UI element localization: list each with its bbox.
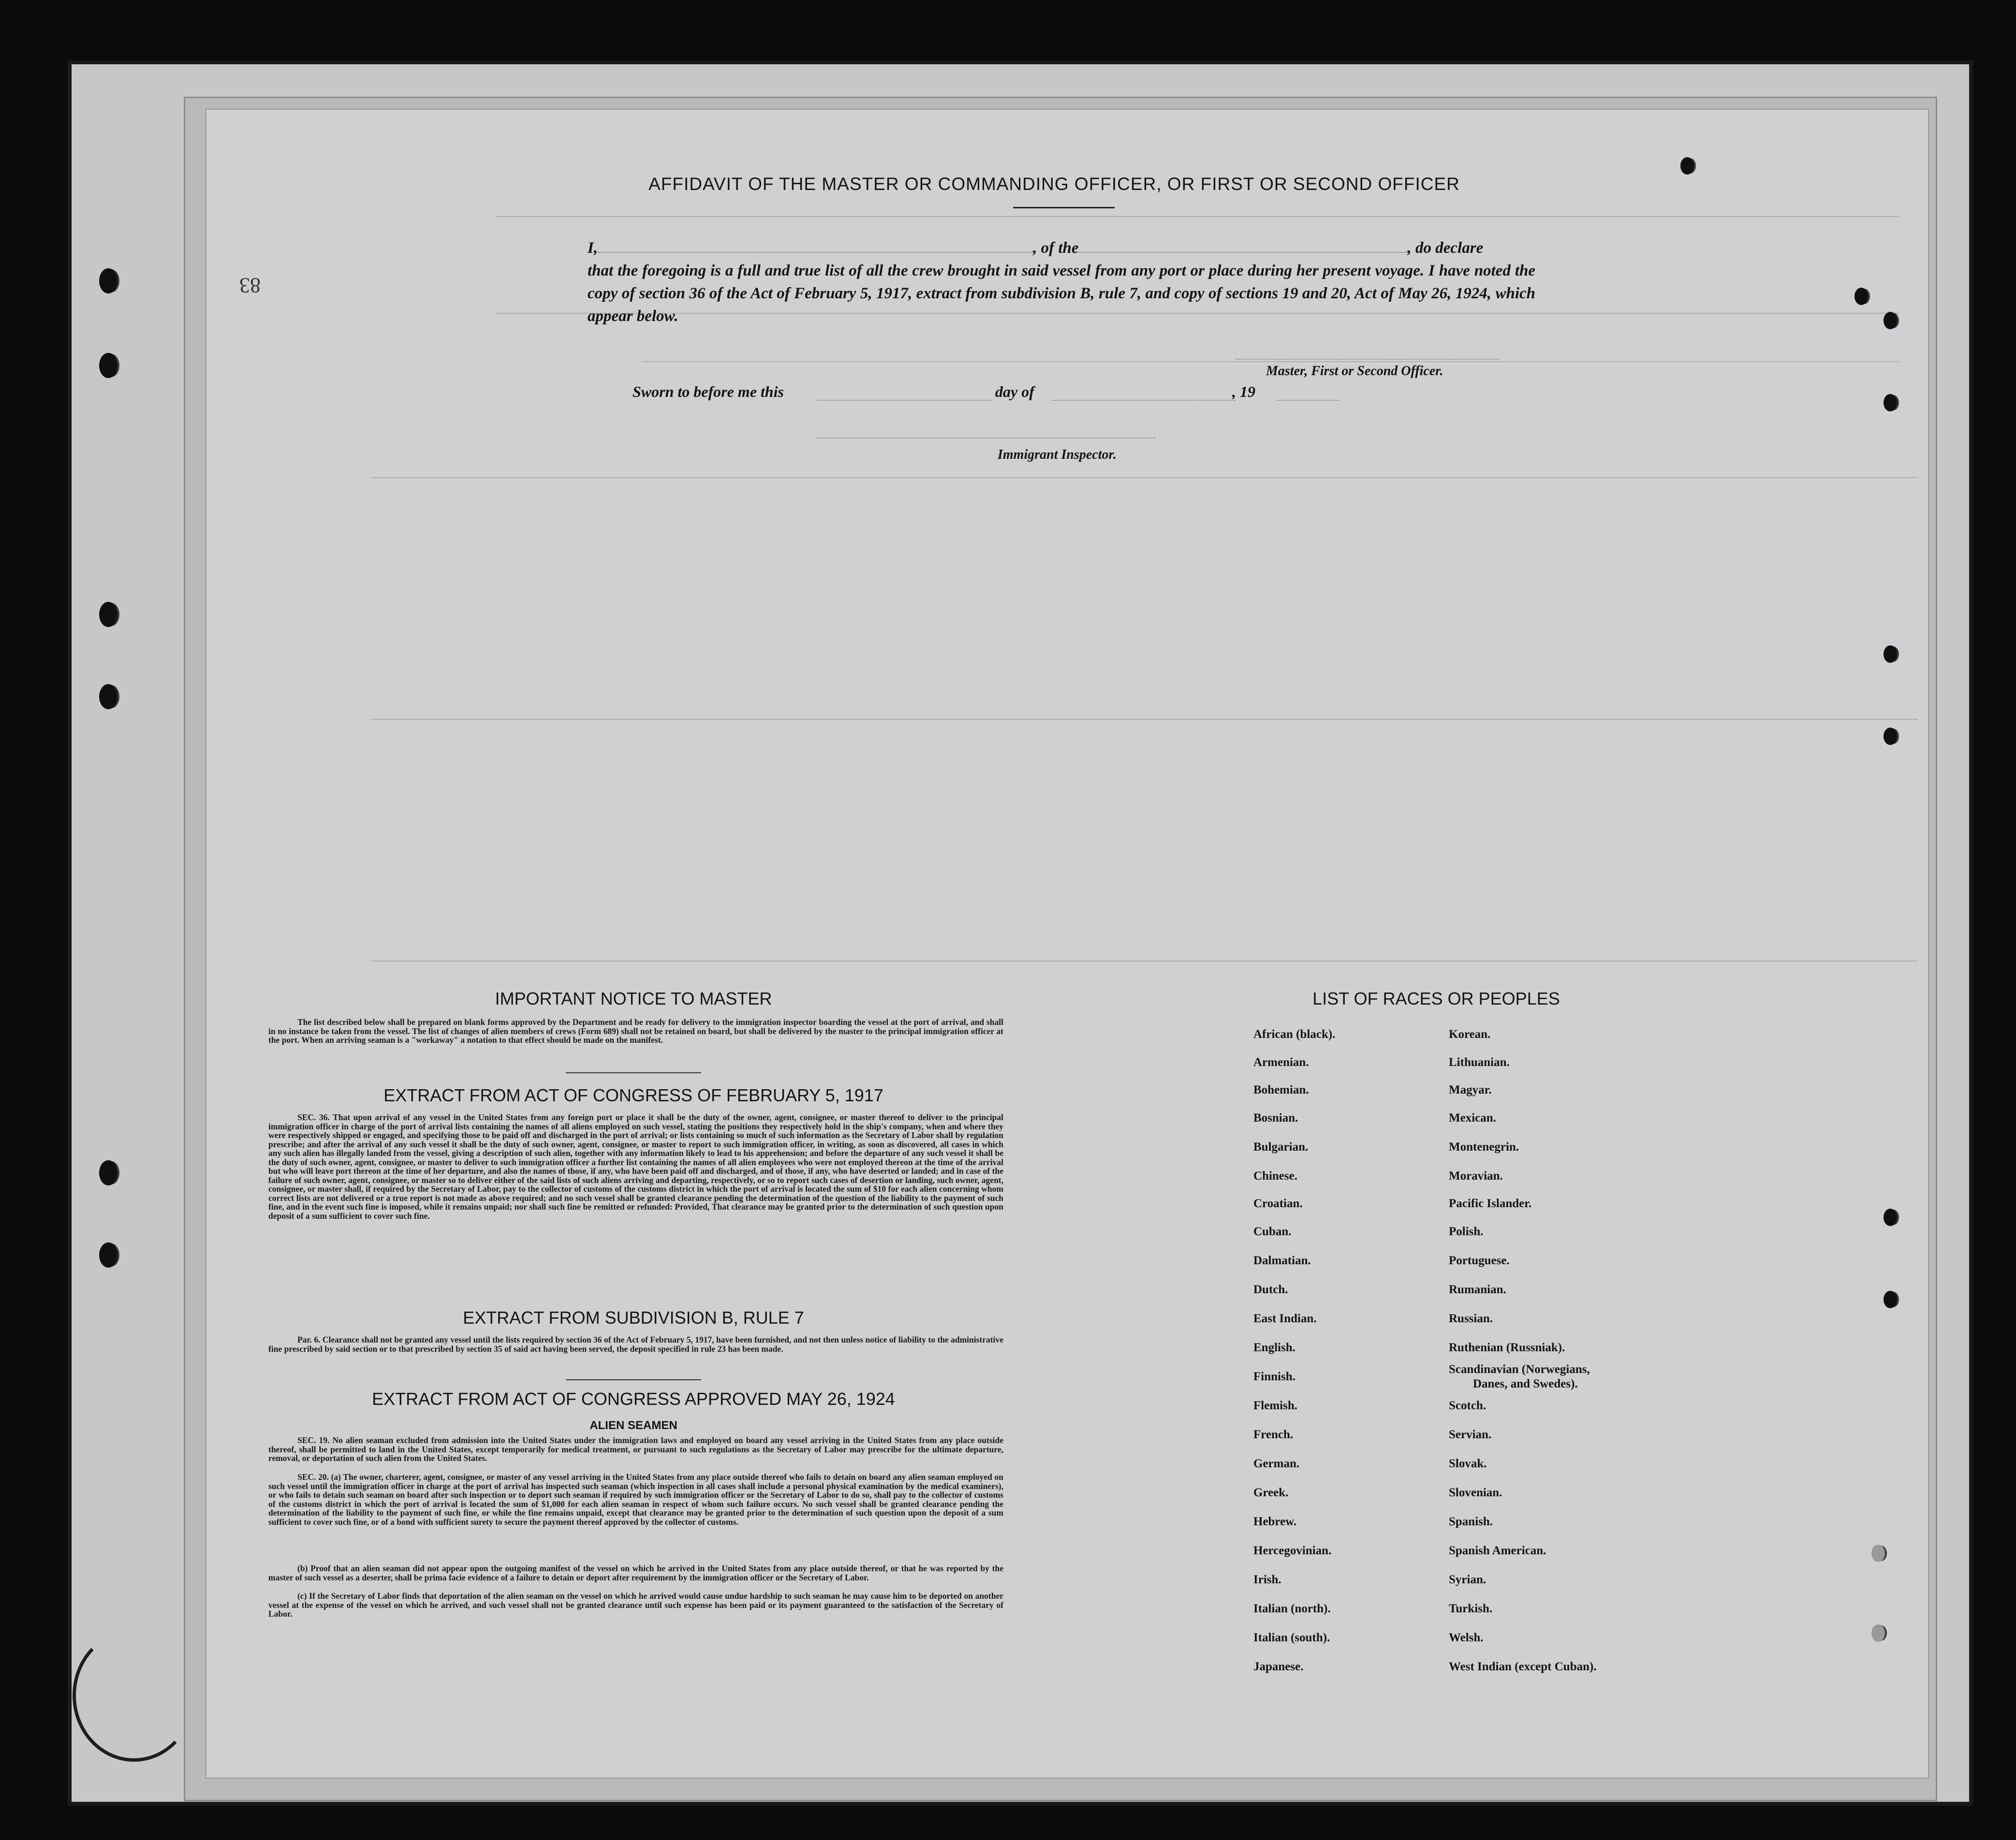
race-item: Hercegovinian. [1253,1544,1332,1557]
bleed-through-line [642,361,1899,362]
race-item: German. [1253,1457,1300,1470]
race-item: Bulgarian. [1253,1140,1309,1154]
affidavit-first-line [588,237,1535,260]
race-item: Cuban. [1253,1225,1292,1238]
race-item: Polish. [1449,1225,1484,1238]
race-item: Dutch. [1253,1283,1288,1296]
punch-hole [1884,728,1897,745]
affidavit-text [588,237,1535,328]
race-item: Syrian. [1449,1573,1486,1586]
sec20a-text: SEC. 20. (a) The owner, charterer, agent, consignee, or master of any vessel arriving in the United States from any place outside thereof who fails to detain on board any alien seaman employed on such vessel until the immigration officer in charge at the port of arrival has inspected such seaman (which inspection in all cases shall include a personal physical examination by the medical examiners), or who fails to detain such seaman on board after such inspection or to deport such seaman if required by such immigration officer or the Secretary of Labor to do so, shall pay to the collector of customs of the customs district in which the port of arrival is located the sum of $1,000 for each alien seaman in respect of whom such failure occurs. No such vessel shall be granted clearance pending the determination of the liability to the payment of such fine, or while the fine remains unpaid, except that clearance may be granted prior to the determination of such question upon the deposit of a sum sufficient to cover such fine, or of a bond with sufficient surety to secure the payment thereof approved by the collector of customs. [268,1472,1003,1527]
race-item: Finnish. [1253,1370,1295,1383]
race-item: Mexican. [1449,1111,1496,1124]
race-item: English. [1253,1341,1295,1354]
race-item: French. [1253,1428,1294,1441]
punch-hole [1884,394,1897,411]
race-item: West Indian (except Cuban). [1449,1660,1597,1673]
punch-hole [1884,1209,1897,1226]
name-blank[interactable] [598,252,1033,253]
race-item: African (black). [1253,1028,1336,1041]
affidavit-i: I, [588,239,598,257]
punch-hole [1680,157,1694,175]
sworn-year-label: , 19 [1232,383,1255,400]
race-item: Dalmatian. [1253,1254,1311,1267]
race-item: Montenegrin. [1449,1140,1519,1154]
bleed-through-line [371,961,1918,962]
affidavit-body: that the foregoing is a full and true list of all the crew brought in said vessel from any port or place during her present voyage. I have noted the copy of section 36 of the Act of February 5, 1917, extract from subdivision B, rule 7, and copy of sections 19 and 20, Act of May 26, 1924, which appear below. [588,262,1535,325]
punch-hole [99,1242,118,1268]
race-item: Magyar. [1449,1083,1492,1096]
sec19-text: SEC. 19. No alien seaman excluded from admission into the United States under the immigration laws and employed on board any vessel arriving in the United States from any place outside thereof, shall be permitted to land in the United States, except temporarily for medical treatment, or pursuant to such regulations as the Secretary of Labor may prescribe for the ultimate departure, removal, or deportation of such alien from the United States. [268,1435,1003,1463]
extract-1917-title: EXTRACT FROM ACT OF CONGRESS OF FEBRUARY 5, 1917 [383,1085,883,1105]
races-title: LIST OF RACES OR PEOPLES [1312,989,1560,1008]
page-number: 83 [239,274,261,297]
race-item: Scandinavian (Norwegians, [1449,1363,1590,1376]
punch-hole [1884,645,1897,663]
race-item: Japanese. [1253,1660,1304,1673]
race-item: Irish. [1253,1573,1281,1586]
bleed-through-line [371,719,1918,720]
race-item: Russian. [1449,1312,1493,1325]
race-item: Portuguese. [1449,1254,1510,1267]
race-item: Flemish. [1253,1399,1297,1412]
race-item: Italian (south). [1253,1631,1330,1644]
sworn-day-label: day of [995,383,1034,400]
race-item: East Indian. [1253,1312,1317,1325]
punch-hole [1884,1291,1897,1308]
master-caption: Master, First or Second Officer. [1266,364,1443,379]
rule7-text: Par. 6. Clearance shall not be granted any vessel until the lists required by section 36 of the Act of February 5, 1917, have been furnished, and not then unless notice of liability to the administrative fine prescribed by said section or to that prescribed by section 35 of said act having been served, the deposit specified in rule 23 has been made. [268,1335,1003,1354]
race-item: Italian (north). [1253,1602,1331,1615]
vessel-blank[interactable] [1079,252,1408,253]
title-rule [1013,207,1115,208]
rule7-title: EXTRACT FROM SUBDIVISION B, RULE 7 [463,1308,804,1328]
affidavit-title: AFFIDAVIT OF THE MASTER OR COMMANDING OFFICER, OR FIRST OR SECOND OFFICER [648,174,1460,194]
punch-hole [99,602,118,627]
master-signature-line[interactable] [1236,359,1499,360]
race-item: Danes, and Swedes). [1473,1377,1578,1390]
sworn-prefix: Sworn to before me this [633,383,784,400]
punch-hole [1871,1545,1885,1562]
sec20b-text: (b) Proof that an alien seaman did not appear upon the outgoing manifest of the vessel on which he arrived in the United States from any place outside thereof, or that he was reported by the master of such vessel as a deserter, shall be prima facie evidence of a failure to detain or deport after requirement by the immigration officer or the Secretary of Labor. [268,1563,1003,1582]
notice-text: The list described below shall be prepared on blank forms approved by the Department and be ready for delivery to the immigration inspector boarding the vessel at the port of arrival, and shall in no instance be taken from the vessel. The list of changes of alien members of crews (Form 689) shall not be retained on board, but shall be delivered by the master to the principal immigration officer at the port. When an arriving seaman is a "workaway" a notation to that effect should be made on the manifest. [268,1017,1003,1045]
punch-hole [99,353,118,378]
race-item: Spanish American. [1449,1544,1546,1557]
race-item: Spanish. [1449,1515,1493,1528]
bleed-through-line [371,477,1918,478]
race-item: Croatian. [1253,1197,1303,1210]
race-item: Greek. [1253,1486,1289,1499]
sworn-month-blank[interactable] [1052,400,1236,401]
punch-hole [99,268,118,293]
race-item: Rumanian. [1449,1283,1506,1296]
race-item: Moravian. [1449,1169,1503,1183]
race-item: Slovak. [1449,1457,1487,1470]
inspector-caption: Immigrant Inspector. [998,447,1117,462]
handwritten-mark [73,1629,195,1762]
sworn-year-blank[interactable] [1277,400,1339,401]
affidavit-declare: , do declare [1407,239,1484,257]
punch-hole [99,684,118,709]
extract-1924-title: EXTRACT FROM ACT OF CONGRESS APPROVED MAY 26, 1924 [372,1389,895,1409]
race-item: Pacific Islander. [1449,1197,1532,1210]
punch-hole [99,1160,118,1185]
race-item: Lithuanian. [1449,1056,1510,1069]
section-divider [566,1072,701,1073]
bleed-through-line [497,216,1899,217]
race-item: Scotch. [1449,1399,1486,1412]
race-item: Servian. [1449,1428,1492,1441]
extract-1917-text: SEC. 36. That upon arrival of any vessel in the United States from any foreign port or place it shall be the duty of the owner, agent, consignee, or master thereof to deliver to the principal immigration officer in charge of the port of arrival lists containing the names of all aliens employed on such vessel, stating the positions they respectively hold in the ship's company, when and where they were respectively shipped or engaged, and specifying those to be paid off and discharged in the port of arrival; or lists containing so much of such information as the Secretary of Labor shall by regulation prescribe; and after the arrival of any such vessel it shall be the duty of such owner, agent, consignee, or master to report to such immigration officer, in writing, as soon as discovered, all cases in which any such alien has illegally landed from the vessel, giving a description of such alien, together with any information likely to lead to his apprehension; and before the departure of any such vessel it shall be the duty of such owner, agent, consignee, or master to deliver to such immigration officer a further list containing the names of all alien employees who were not employed thereon at the time of the arrival but who will leave port thereon at the time of her departure, and also the names of those, if any, who have been paid off and discharged, and of those, if any, who have deserted or landed; and in case of the failure of such owner, agent, consignee, or master so to deliver either of the said lists of such aliens arriving and departing, respectively, or so to report such cases of desertion or landing, such owner, agent, consignee, or master shall, if required by the Secretary of Labor, pay to the collector of customs of the customs district in which the port of arrival is located the sum of $10 for each alien concerning whom correct lists are not delivered or a true report is not made as above required; and no such vessel shall be granted clearance pending the determination of the question of the liability to the payment of such fine, and in the event such fine is imposed, while it remains unpaid; nor shall such fine be remitted or refunded: Provided, That clearance may be granted prior to the determination of such question upon deposit of a sum sufficient to cover such fine. [268,1112,1003,1221]
alien-seamen-subtitle: ALIEN SEAMEN [589,1419,677,1432]
affidavit-of-the: , of the [1033,239,1079,257]
punch-hole [1871,1624,1885,1642]
punch-hole [1884,312,1897,329]
race-item: Bosnian. [1253,1111,1298,1124]
punch-hole [1854,288,1868,305]
race-item: Hebrew. [1253,1515,1297,1528]
sworn-day-blank[interactable] [817,400,991,401]
race-item: Bohemian. [1253,1083,1309,1096]
race-item: Slovenian. [1449,1486,1502,1499]
sec20c-text: (c) If the Secretary of Labor finds that deportation of the alien seaman on the vessel on which he arrived would cause undue hardship to such seaman he may cause him to be deported on another vessel at the expense of the vessel on which he arrived, and such vessel shall not be granted clearance until such expense has been paid or its payment guaranteed to the satisfaction of the Secretary of Labor. [268,1591,1003,1619]
race-item: Chinese. [1253,1169,1297,1183]
document-page [206,109,1929,1779]
race-item: Turkish. [1449,1602,1493,1615]
section-divider [566,1379,701,1380]
race-item: Korean. [1449,1028,1491,1041]
race-item: Ruthenian (Russniak). [1449,1341,1565,1354]
notice-title: IMPORTANT NOTICE TO MASTER [495,989,772,1008]
race-item: Armenian. [1253,1056,1309,1069]
race-item: Welsh. [1449,1631,1484,1644]
